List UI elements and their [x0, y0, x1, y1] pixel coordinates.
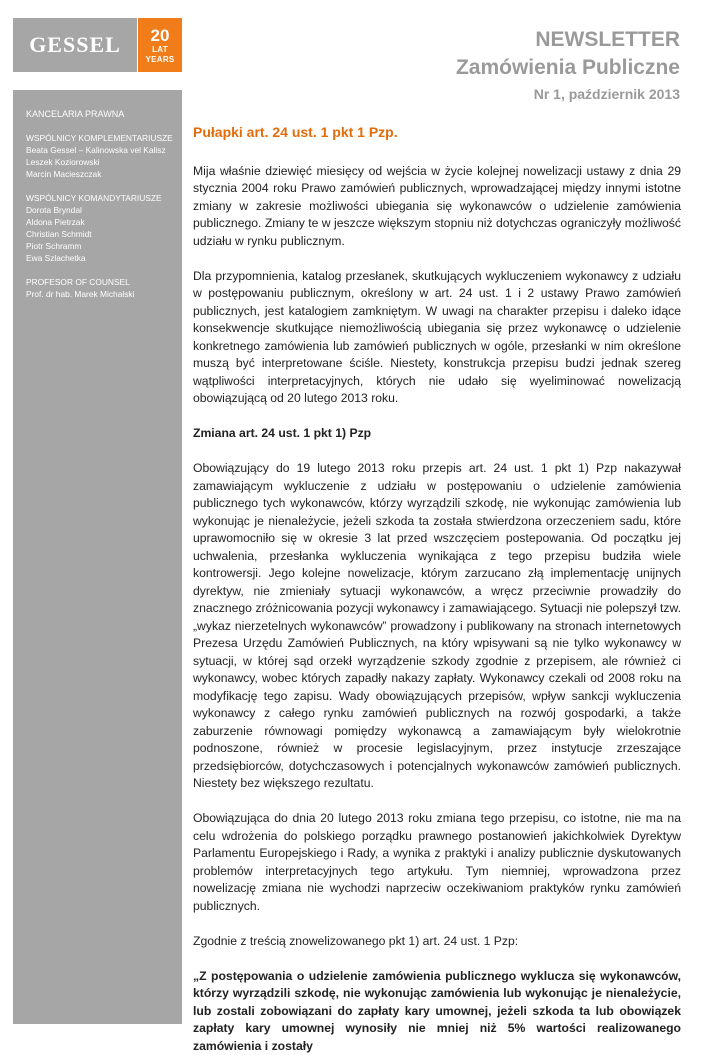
- badge-number: 20: [151, 27, 170, 44]
- partner-name: Leszek Koziorowski: [26, 156, 182, 168]
- logo-name: GESSEL: [29, 32, 121, 58]
- newsletter-issue: Nr 1, październik 2013: [456, 83, 680, 105]
- badge-text-lat: LAT: [152, 46, 168, 54]
- counsel-name: Prof. dr hab. Marek Michalski: [26, 288, 182, 300]
- legal-quote: „Z postępowania o udzielenie zamówienia publicznego wyklucza się wykonawców, którzy wyrządzili szkodę, nie wykonując zamówienia lub wykonując je nienależycie, lub zostali zobowiązani do zapłaty kary umownej, jeżeli szkoda ta lub obowiązek zapłaty kary umownej wynosiły nie mniej niż 5% wartości realizowanego zamówienia i zostały: [193, 968, 681, 1055]
- counsel-title: PROFESOR OF COUNSEL: [26, 276, 182, 288]
- partner-name: Beata Gessel – Kalinowska vel Kalisz: [26, 144, 182, 156]
- firm-sidebar: [13, 90, 182, 1024]
- firm-name: KANCELARIA PRAWNA: [26, 108, 182, 120]
- paragraph: Zgodnie z treścią znowelizowanego pkt 1) art. 24 ust. 1 Pzp:: [193, 933, 681, 951]
- section-heading: Zmiana art. 24 ust. 1 pkt 1) Pzp: [193, 425, 681, 443]
- newsletter-header: [456, 26, 680, 105]
- newsletter-label: NEWSLETTER: [456, 26, 680, 53]
- anniversary-badge: [138, 18, 182, 72]
- paragraph: Mija właśnie dziewięć miesięcy od wejścia w życie kolejnej nowelizacji ustawy z dnia 29 stycznia 2004 roku Prawo zamówień publicznych, wprowadzającej między innymi istotne zmiany w zakresie możliwości ubiegania się wykonawców o udzielenie zamówienia publicznego. Zmiany te w jeszcze większym stopniu niż dotychczas ograniczyły możliwość udziału w rynku publicznym.: [193, 163, 681, 251]
- article-body: [193, 124, 681, 1055]
- paragraph: Obowiązująca do dnia 20 lutego 2013 roku zmiana tego przepisu, co istotne, nie ma na celu wdrożenia do polskiego porządku prawnego postanowień jakichkolwiek Dyrektyw Parlamentu Europejskiego i Rady, a wynika z praktyki i analizy publicznie dyskutowanych problemów interpretacyjnych tego artykułu. Tym niemniej, wprowadzona przez nowelizację zmiana nie wychodzi naprzeciw oczekiwaniom praktyków rynku zamówień publicznych.: [193, 810, 681, 915]
- partner-name: Christian Schmidt: [26, 228, 182, 240]
- gessel-logo: [13, 18, 137, 72]
- article-title: Pułapki art. 24 ust. 1 pkt 1 Pzp.: [193, 124, 681, 142]
- partner-name: Ewa Szlachetka: [26, 252, 182, 264]
- paragraph: Dla przypomnienia, katalog przesłanek, skutkujących wykluczeniem wykonawcy z udziału w postępowaniu publicznym, określony w art. 24 ust. 1 i 2 ustawy Prawo zamówień publicznych, jest katalogiem zamkniętym. W uwagi na charakter przepisu i daleko idące konsekwencje skutkujące niemożliwością ubiegania się przez wykonawcę o udzielenie konkretnego zamówienia lub zamówień publicznych w ogóle, przesłanki w nim określone muszą być interpretowane ściśle. Niestety, konstrukcja przepisu budzi jednak szereg wątpliwości interpretacyjnych, których nie udało się wyeliminować nowelizacją obowiązującą od 20 lutego 2013 roku.: [193, 268, 681, 408]
- limited-partners-title: WSPÓLNICY KOMANDYTARIUSZE: [26, 192, 182, 204]
- partner-name: Marcin Macieszczak: [26, 168, 182, 180]
- partner-name: Dorota Bryndal: [26, 204, 182, 216]
- badge-text-years: YEARS: [145, 56, 174, 64]
- complementary-partners-title: WSPÓLNICY KOMPLEMENTARIUSZE: [26, 132, 182, 144]
- newsletter-subject: Zamówienia Publiczne: [456, 53, 680, 83]
- paragraph: Obowiązujący do 19 lutego 2013 roku przepis art. 24 ust. 1 pkt 1) Pzp nakazywał zamawiającym wykluczenie z udziału w postępowaniu o udzielenie zamówienia publicznego tych wykonawców, którzy wyrządzili szkodę, nie wykonując zamówienia lub wykonując je nienależycie, jeżeli szkoda ta została stwierdzona orzeczeniem sadu, które uprawomocniło się w okresie 3 lat przed wszczęciem postepowania. Od początku jej uchwalenia, przesłanka wykluczenia wynikająca z tego przepisu budziła wiele kontrowersji. Jego kolejne nowelizacje, którym zarzucano złą implementację unijnych dyrektyw, nie zmieniały sytuacji wykonawców, a wręcz przeciwnie prowadziły do znacznego zróżnicowania pozycji wykonawcy i zamawiającego. Sytuacji nie polepszył tzw. „wykaz nierzetelnych wykonawców” prowadzony i publikowany na stronach internetowych Prezesa Urzędu Zamówień Publicznych, na który wpisywani są nie tylko wykonawcy w sytuacji, w której sąd orzekł wyrządzenie szkody zgodnie z przepisem, ale również ci wykonawcy, wobec których zapadły nakazy zapłaty. Wykonawcy czekali od 2008 roku na modyfikację tego zapisu. Wady obowiązujących przepisów, wpływ sankcji wykluczenia wykonawcy z całego rynku zamówień publicznych na rozwój gospodarki, a także zaburzenie równowagi pomiędzy wykonawcą a zamawiającym były wielokrotnie podnoszone, również w procesie legislacyjnym, przez instytucje zrzeszające przedsiębiorców, dotychczasowych i potencjalnych wykonawców zamówień publicznych. Niestety bez większego rezultatu.: [193, 460, 681, 793]
- partner-name: Aldona Pietrzak: [26, 216, 182, 228]
- partner-name: Piotr Schramm: [26, 240, 182, 252]
